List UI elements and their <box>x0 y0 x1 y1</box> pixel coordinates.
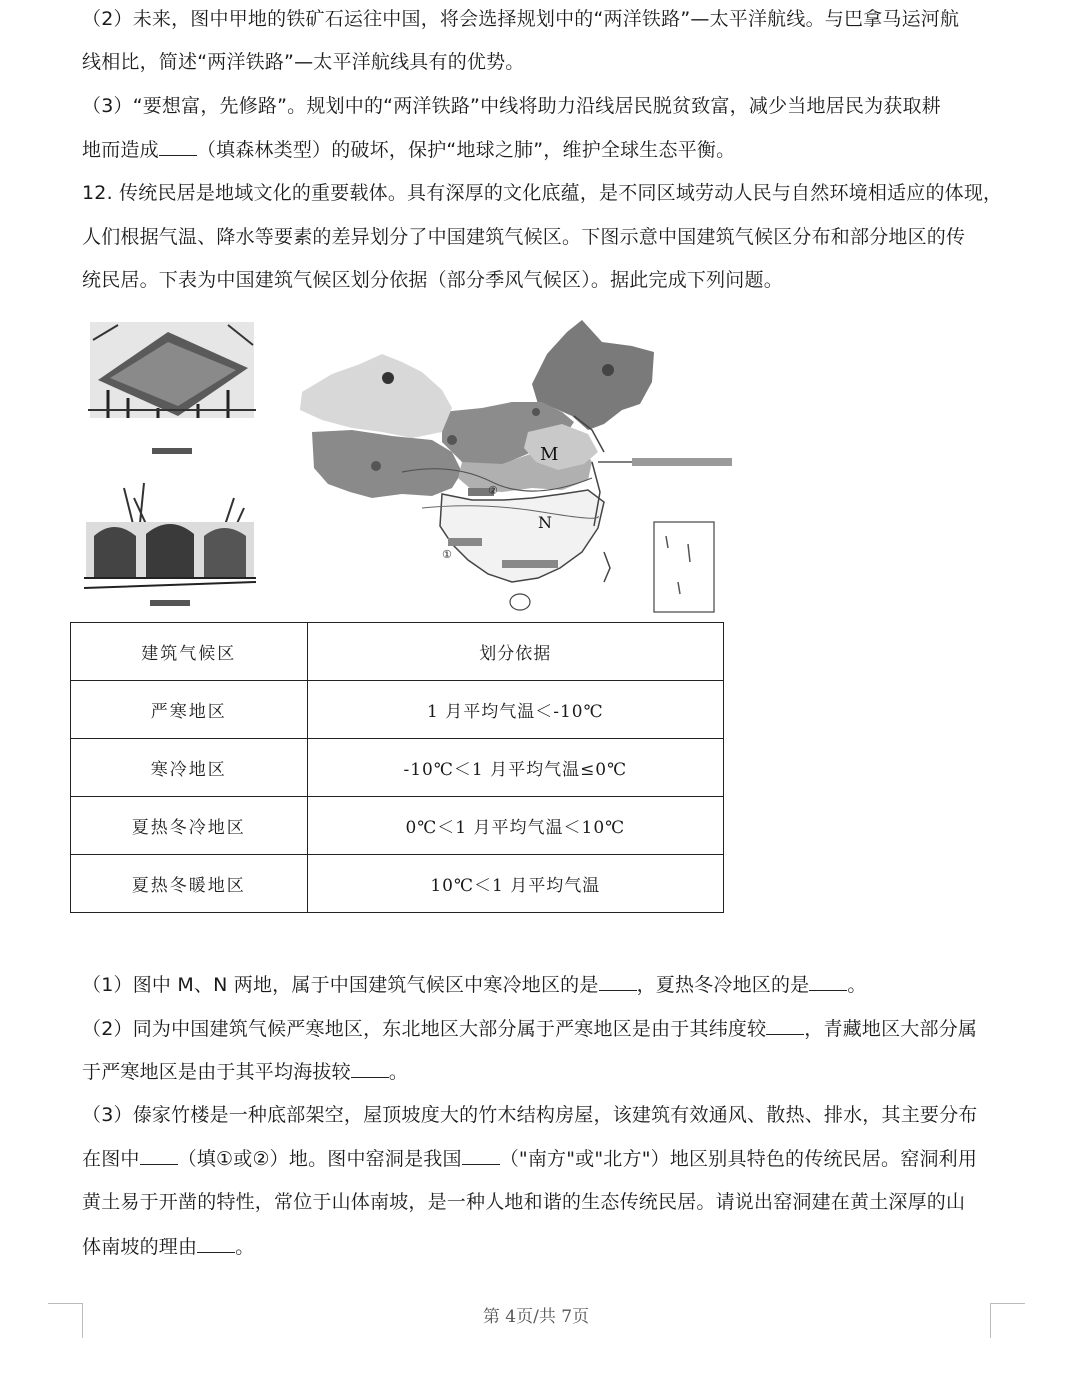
text-segment: 。 <box>847 974 867 996</box>
text-segment: ，夏热冬冷地区的是 <box>636 974 810 996</box>
text-segment: （填①或②）地。图中窑洞是我国 <box>177 1148 462 1170</box>
table-cell-zone: 夏热冬冷地区 <box>71 797 308 855</box>
table-cell-criteria: 0℃＜1 月平均气温＜10℃ <box>307 797 723 855</box>
q12-line1: 12. 传统民居是地域文化的重要载体。具有深厚的文化底蕴，是不同区域劳动人民与自然环境相适应的体现， <box>82 182 1003 204</box>
table-cell-zone: 寒冷地区 <box>71 739 308 797</box>
table-cell-criteria: -10℃＜1 月平均气温≤0℃ <box>307 739 723 797</box>
answer-blank[interactable] <box>140 1146 178 1165</box>
map-label-m: M <box>540 444 559 465</box>
q12-3-line2 <box>82 1146 992 1171</box>
q11-2-line2: 线相比，简述“两洋铁路”—太平洋航线具有的优势。 <box>82 51 525 73</box>
cave-dwelling-sketch <box>84 478 256 610</box>
answer-blank[interactable] <box>159 137 197 156</box>
table-cell-zone: 夏热冬暖地区 <box>71 855 308 913</box>
text-segment: 。 <box>235 1236 255 1258</box>
q11-3-line2 <box>82 137 992 162</box>
climate-zone-table <box>70 622 724 913</box>
answer-blank[interactable] <box>462 1146 500 1165</box>
map-label-n: N <box>538 513 552 532</box>
table-header-row <box>71 623 724 681</box>
text-segment: 体南坡的理由 <box>82 1236 198 1258</box>
answer-blank[interactable] <box>766 1016 804 1035</box>
table-cell-criteria: 10℃＜1 月平均气温 <box>307 855 723 913</box>
text-segment: （1）图中 M、N 两地，属于中国建筑气候区中寒冷地区的是 <box>82 974 599 996</box>
answer-blank[interactable] <box>197 1234 235 1253</box>
q12-2-line1 <box>82 1016 992 1041</box>
q12-3-line3: 黄土易于开凿的特性，常位于山体南坡，是一种人地和谐的生态传统民居。请说出窑洞建在黄土深厚的山 <box>82 1191 966 1213</box>
china-climate-zone-map <box>292 312 732 614</box>
q12-line3: 统民居。下表为中国建筑气候区划分依据（部分季风气候区）。据此完成下列问题。 <box>82 269 783 291</box>
answer-blank[interactable] <box>599 972 637 991</box>
table-header-cell: 建筑气候区 <box>71 623 308 681</box>
q12-1 <box>82 972 992 997</box>
text-segment: 在图中 <box>82 1148 140 1170</box>
q12-3-line4 <box>82 1234 992 1259</box>
text-segment: （2）同为中国建筑气候严寒地区，东北地区大部分属于严寒地区是由于其纬度较 <box>82 1018 767 1040</box>
answer-blank[interactable] <box>351 1059 389 1078</box>
table-header-cell: 划分依据 <box>307 623 723 681</box>
text-segment: （填森林类型）的破坏，保护“地球之肺”，维护全球生态平衡。 <box>196 139 736 161</box>
q12-line2: 人们根据气温、降水等要素的差异划分了中国建筑气候区。下图示意中国建筑气候区分布和部分地区的传 <box>82 226 966 248</box>
text-segment: 。 <box>388 1061 409 1083</box>
q12-3-line1: （3）傣家竹楼是一种底部架空，屋顶坡度大的竹木结构房屋，该建筑有效通风、散热、排水，其主要分布 <box>82 1104 978 1126</box>
text-segment: 地而造成 <box>82 139 159 161</box>
stilt-house-sketch <box>88 320 256 460</box>
text-segment: ，青藏地区大部分属 <box>804 1018 978 1040</box>
q11-3-line1: （3）“要想富，先修路”。规划中的“两洋铁路”中线将助力沿线居民脱贫致富，减少当地居民为获取耕 <box>82 95 941 117</box>
q12-2-line2 <box>82 1059 992 1084</box>
table-row <box>71 739 724 797</box>
page-number: 第 4页/共 7页 <box>482 1307 590 1327</box>
table-cell-zone: 严寒地区 <box>71 681 308 739</box>
table-row <box>71 797 724 855</box>
q11-2-line1: （2）未来，图中甲地的铁矿石运往中国，将会选择规划中的“两洋铁路”—太平洋航线。与巴拿马运河航 <box>82 8 960 30</box>
table-cell-criteria: 1 月平均气温＜-10℃ <box>307 681 723 739</box>
text-segment: （"南方"或"北方"）地区别具特色的传统民居。窑洞利用 <box>499 1148 978 1170</box>
answer-blank[interactable] <box>809 972 847 991</box>
map-label-2: ② <box>488 484 498 497</box>
text-segment: 于严寒地区是由于其平均海拔较 <box>82 1061 351 1083</box>
table-row <box>71 681 724 739</box>
table-row <box>71 855 724 913</box>
map-label-1: ① <box>442 548 452 561</box>
